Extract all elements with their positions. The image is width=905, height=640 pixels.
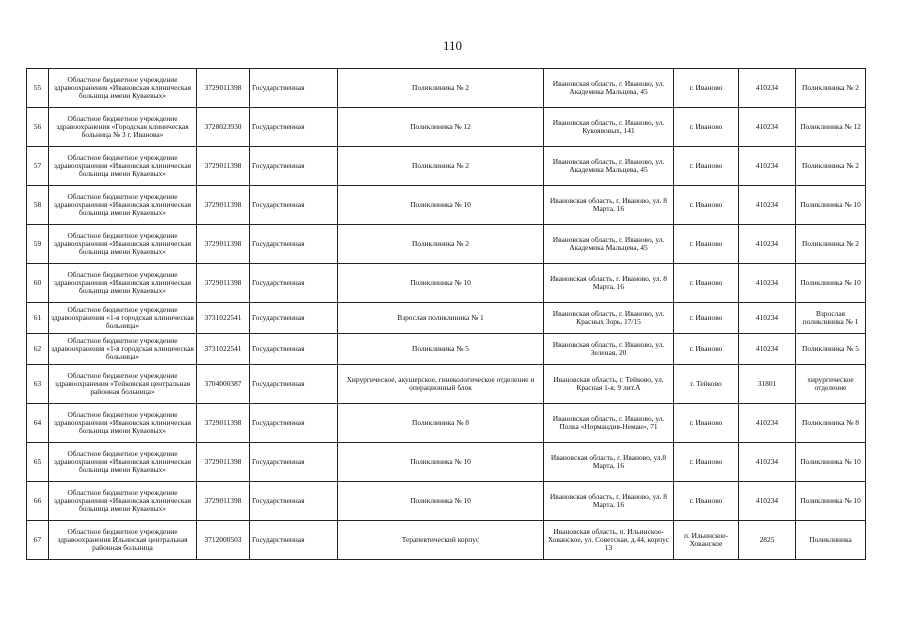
facility-name-cell: Поликлиника № 5 (338, 334, 544, 365)
table-row (27, 303, 866, 334)
ownership-form-cell: Государственная (250, 225, 338, 264)
city-cell: г. Иваново (674, 404, 739, 443)
facility-name-cell: Поликлиника № 12 (338, 108, 544, 147)
table-row (27, 186, 866, 225)
row-number-cell: 65 (27, 443, 49, 482)
row-number-cell: 61 (27, 303, 49, 334)
organization-name-cell: Областное бюджетное учреждение здравоохранения «Ивановская клиническая больница имени Куваевых» (49, 404, 197, 443)
city-cell: г. Иваново (674, 443, 739, 482)
facility-address-cell: Ивановская область, г. Иваново, ул. 8 Марта, 16 (544, 186, 674, 225)
okato-code-cell: 410234 (739, 108, 796, 147)
table-row (27, 264, 866, 303)
facility-name-cell: Поликлиника № 10 (338, 264, 544, 303)
ownership-form-cell: Государственная (250, 334, 338, 365)
facility-address-cell: Ивановская область, г. Иваново, ул. 8 Марта, 16 (544, 264, 674, 303)
facility-name-cell: Поликлиника № 10 (338, 186, 544, 225)
organization-name-cell: Областное бюджетное учреждение здравоохранения «Ивановская клиническая больница имени Куваевых» (49, 147, 197, 186)
ownership-form-cell: Государственная (250, 482, 338, 521)
okato-code-cell: 410234 (739, 303, 796, 334)
row-number-cell: 63 (27, 365, 49, 404)
inn-code-cell: 3729011398 (197, 482, 250, 521)
row-number-cell: 67 (27, 521, 49, 560)
okato-code-cell: 410234 (739, 404, 796, 443)
city-cell: г. Иваново (674, 108, 739, 147)
organization-name-cell: Областное бюджетное учреждение здравоохранения «1-я городская клиническая больница» (49, 334, 197, 365)
facility-address-cell: Ивановская область, г. Иваново, ул. Зеленая, 20 (544, 334, 674, 365)
inn-code-cell: 3729011398 (197, 264, 250, 303)
inn-code-cell: 3729011398 (197, 443, 250, 482)
facility-short-name-cell: Поликлиника № 5 (796, 334, 866, 365)
facility-name-cell: Поликлиника № 2 (338, 69, 544, 108)
organization-name-cell: Областное бюджетное учреждение здравоохранения «Тейковская центральная районная больница» (49, 365, 197, 404)
table-row (27, 443, 866, 482)
organization-name-cell: Областное бюджетное учреждение здравоохранения «1-я городская клиническая больница» (49, 303, 197, 334)
facility-short-name-cell: Поликлиника № 10 (796, 443, 866, 482)
ownership-form-cell: Государственная (250, 303, 338, 334)
table-row (27, 365, 866, 404)
inn-code-cell: 3712000503 (197, 521, 250, 560)
facilities-table (26, 68, 866, 560)
table-row (27, 108, 866, 147)
facility-short-name-cell: Поликлиника № 10 (796, 482, 866, 521)
facility-address-cell: Ивановская область, г. Иваново, ул. Полка «Нормандия-Неман», 71 (544, 404, 674, 443)
ownership-form-cell: Государственная (250, 147, 338, 186)
facility-short-name-cell: Поликлиника № 10 (796, 264, 866, 303)
ownership-form-cell: Государственная (250, 404, 338, 443)
row-number-cell: 59 (27, 225, 49, 264)
organization-name-cell: Областное бюджетное учреждение здравоохранения «Ивановская клиническая больница имени Куваевых» (49, 225, 197, 264)
inn-code-cell: 3729011398 (197, 186, 250, 225)
inn-code-cell: 3729011398 (197, 69, 250, 108)
ownership-form-cell: Государственная (250, 69, 338, 108)
table-row (27, 334, 866, 365)
city-cell: г. Иваново (674, 264, 739, 303)
table-row (27, 69, 866, 108)
inn-code-cell: 3729011398 (197, 225, 250, 264)
ownership-form-cell: Государственная (250, 521, 338, 560)
inn-code-cell: 3728023930 (197, 108, 250, 147)
facility-name-cell: Хирургическое, акушерское, гинекологическое отделение и операционный блок (338, 365, 544, 404)
okato-code-cell: 31801 (739, 365, 796, 404)
organization-name-cell: Областное бюджетное учреждение здравоохранения «Ивановская клиническая больница имени Куваевых» (49, 482, 197, 521)
ownership-form-cell: Государственная (250, 443, 338, 482)
city-cell: п. Ильинское-Хованское (674, 521, 739, 560)
okato-code-cell: 410234 (739, 147, 796, 186)
facility-address-cell: Ивановская область, г. Иваново, ул.8 Марта, 16 (544, 443, 674, 482)
inn-code-cell: 3731022541 (197, 334, 250, 365)
city-cell: г. Иваново (674, 147, 739, 186)
ownership-form-cell: Государственная (250, 365, 338, 404)
okato-code-cell: 2825 (739, 521, 796, 560)
city-cell: г. Иваново (674, 303, 739, 334)
ownership-form-cell: Государственная (250, 186, 338, 225)
okato-code-cell: 410234 (739, 69, 796, 108)
row-number-cell: 58 (27, 186, 49, 225)
ownership-form-cell: Государственная (250, 264, 338, 303)
facility-short-name-cell: Поликлиника № 8 (796, 404, 866, 443)
okato-code-cell: 410234 (739, 264, 796, 303)
facility-address-cell: Ивановская область, г. Иваново, ул. Академика Мальцева, 45 (544, 225, 674, 264)
facility-name-cell: Поликлиника № 2 (338, 225, 544, 264)
organization-name-cell: Областное бюджетное учреждение здравоохранения «Городская клиническая больница № 3 г. Иванова» (49, 108, 197, 147)
facility-short-name-cell: Поликлиника № 12 (796, 108, 866, 147)
facility-name-cell: Терапевтический корпус (338, 521, 544, 560)
table-row (27, 521, 866, 560)
facility-name-cell: Поликлиника № 10 (338, 482, 544, 521)
city-cell: г. Тейково (674, 365, 739, 404)
facility-address-cell: Ивановская область, г. Тейково, ул. Красная 1-я, 9 лит.А (544, 365, 674, 404)
inn-code-cell: 3731022541 (197, 303, 250, 334)
facility-short-name-cell: Поликлиника № 10 (796, 186, 866, 225)
facility-short-name-cell: хирургическое отделение (796, 365, 866, 404)
row-number-cell: 57 (27, 147, 49, 186)
okato-code-cell: 410234 (739, 443, 796, 482)
city-cell: г. Иваново (674, 482, 739, 521)
facility-address-cell: Ивановская область, г. Иваново, ул. Академика Мальцева, 45 (544, 69, 674, 108)
table-row (27, 147, 866, 186)
row-number-cell: 56 (27, 108, 49, 147)
row-number-cell: 64 (27, 404, 49, 443)
row-number-cell: 66 (27, 482, 49, 521)
row-number-cell: 55 (27, 69, 49, 108)
row-number-cell: 62 (27, 334, 49, 365)
facility-name-cell: Взрослая поликлиника № 1 (338, 303, 544, 334)
organization-name-cell: Областное бюджетное учреждение здравоохранения «Ивановская клиническая больница имени Куваевых» (49, 443, 197, 482)
facility-short-name-cell: Поликлиника № 2 (796, 69, 866, 108)
okato-code-cell: 410234 (739, 225, 796, 264)
facility-address-cell: Ивановская область, г. Иваново, ул. 8 Марта, 16 (544, 482, 674, 521)
organization-name-cell: Областное бюджетное учреждение здравоохранения «Ивановская клиническая больница имени Куваевых» (49, 264, 197, 303)
table-row (27, 404, 866, 443)
okato-code-cell: 410234 (739, 334, 796, 365)
facility-name-cell: Поликлиника № 2 (338, 147, 544, 186)
facility-address-cell: Ивановская область, г. Иваново, ул. Академика Мальцева, 45 (544, 147, 674, 186)
organization-name-cell: Областное бюджетное учреждение здравоохранения Ильинская центральная районная больница (49, 521, 197, 560)
facility-name-cell: Поликлиника № 8 (338, 404, 544, 443)
okato-code-cell: 410234 (739, 186, 796, 225)
facility-address-cell: Ивановская область, г. Иваново, ул. Красных Зорь, 17/15 (544, 303, 674, 334)
okato-code-cell: 410234 (739, 482, 796, 521)
ownership-form-cell: Государственная (250, 108, 338, 147)
table-row (27, 482, 866, 521)
city-cell: г. Иваново (674, 225, 739, 264)
city-cell: г. Иваново (674, 334, 739, 365)
facility-short-name-cell: Взрослая поликлиника № 1 (796, 303, 866, 334)
facility-address-cell: Ивановская область, п. Ильинское-Хованское, ул. Советская, д.44, корпус 13 (544, 521, 674, 560)
organization-name-cell: Областное бюджетное учреждение здравоохранения «Ивановская клиническая больница имени Куваевых» (49, 69, 197, 108)
page-number: 110 (442, 38, 463, 53)
table-row (27, 225, 866, 264)
city-cell: г. Иваново (674, 69, 739, 108)
inn-code-cell: 3704000387 (197, 365, 250, 404)
facility-short-name-cell: Поликлиника № 2 (796, 147, 866, 186)
inn-code-cell: 3729011398 (197, 147, 250, 186)
facility-short-name-cell: Поликлиника № 2 (796, 225, 866, 264)
facility-short-name-cell: Поликлиника (796, 521, 866, 560)
facility-address-cell: Ивановская область, г. Иваново, ул. Кукоявовых, 141 (544, 108, 674, 147)
city-cell: г. Иваново (674, 186, 739, 225)
row-number-cell: 60 (27, 264, 49, 303)
organization-name-cell: Областное бюджетное учреждение здравоохранения «Ивановская клиническая больница имени Куваевых» (49, 186, 197, 225)
facility-name-cell: Поликлиника № 10 (338, 443, 544, 482)
inn-code-cell: 3729011398 (197, 404, 250, 443)
